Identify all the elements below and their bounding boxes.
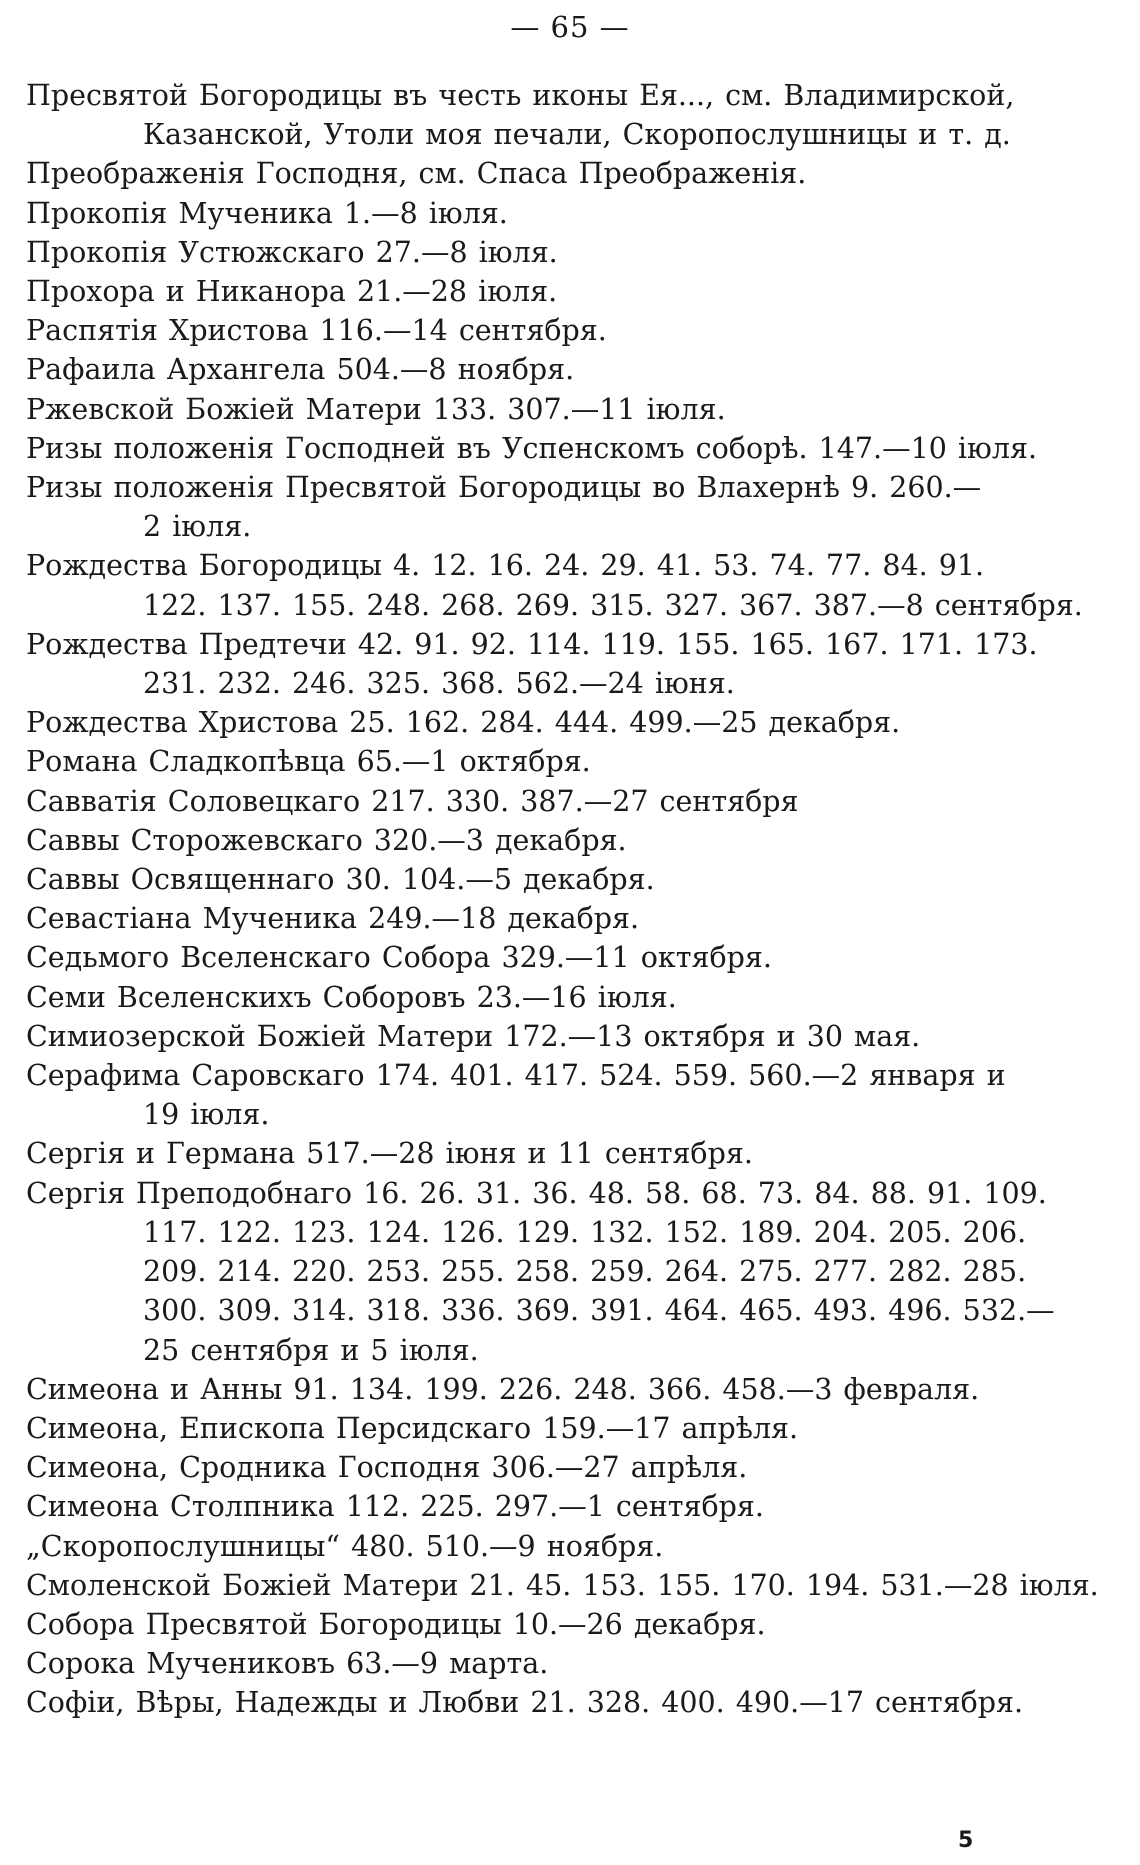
- entry-heading-line: Симиозерской Божіей Матери 172.—13 октября и 30 мая.: [26, 1019, 921, 1053]
- index-entry: [26, 742, 1056, 781]
- entry-heading-line: „Скоропослушницы“ 480. 510.—9 ноября.: [26, 1529, 664, 1563]
- entry-heading-line: Симеона, Епископа Персидскаго 159.—17 апрѣля.: [26, 1411, 799, 1445]
- entry-heading-line: Рождества Богородицы 4. 12. 16. 24. 29. 41. 53. 74. 77. 84. 91.: [26, 549, 985, 583]
- index-entry: [26, 1566, 1099, 1605]
- index-entry: [26, 703, 1056, 742]
- index-entry: [26, 429, 1056, 468]
- index-entry: [26, 1527, 1056, 1566]
- entry-continuation-line: 25 сентября и 5 іюля.: [143, 1333, 479, 1367]
- entry-heading-line: Семи Вселенскихъ Соборовъ 23.—16 іюля.: [26, 980, 677, 1014]
- index-entry: [26, 272, 1056, 311]
- index-entry: [26, 1056, 1056, 1134]
- index-entry: [26, 1448, 1056, 1487]
- entry-heading-line: Симеона и Анны 91. 134. 199. 226. 248. 366. 458.—3 февраля.: [26, 1372, 980, 1406]
- index-entry: [26, 1017, 1056, 1056]
- index-entry: [26, 899, 1056, 938]
- index-entry: [26, 1134, 1056, 1173]
- entry-heading-line: Серафима Саровскаго 174. 401. 417. 524. 559. 560.—2 января и: [26, 1059, 1006, 1093]
- index-entry: [26, 546, 1083, 624]
- entry-continuation-line: 19 іюля.: [143, 1098, 270, 1132]
- page-number: — 65 —: [510, 10, 630, 44]
- index-entry: [26, 390, 1056, 429]
- index-entry: [26, 782, 1056, 821]
- entry-heading-line: Сергія Преподобнаго 16. 26. 31. 36. 48. 58. 68. 73. 84. 88. 91. 109.: [26, 1176, 1047, 1210]
- index-entry: [26, 1605, 1056, 1644]
- entry-continuation-line: 2 іюля.: [143, 510, 252, 544]
- entry-heading-line: Симеона Столпника 112. 225. 297.—1 сентября.: [26, 1490, 764, 1524]
- entry-heading-line: Саввы Сторожевскаго 320.—3 декабря.: [26, 823, 627, 857]
- index-entry: [26, 821, 1056, 860]
- index-entry: [26, 1409, 1056, 1448]
- entry-heading-line: Прокопія Устюжскаго 27.—8 іюля.: [26, 235, 558, 269]
- index-entry: [26, 625, 1056, 703]
- index-entry: [26, 350, 1056, 389]
- entry-heading-line: Ризы положенія Пресвятой Богородицы во Влахернѣ 9. 260.—: [26, 471, 982, 505]
- entry-continuation-line: 117. 122. 123. 124. 126. 129. 132. 152. 189. 204. 205. 206.: [143, 1215, 1027, 1249]
- entry-continuation-line: 300. 309. 314. 318. 336. 369. 391. 464. 465. 493. 496. 532.—: [143, 1294, 1055, 1328]
- index-entry: [26, 978, 1056, 1017]
- entry-heading-line: Распятія Христова 116.—14 сентября.: [26, 314, 607, 348]
- entry-heading-line: Рафаила Архангела 504.—8 ноября.: [26, 353, 575, 387]
- entry-heading-line: Ржевской Божіей Матери 133. 307.—11 іюля.: [26, 392, 726, 426]
- entry-continuation-line: 122. 137. 155. 248. 268. 269. 315. 327. 367. 387.—8 сентября.: [143, 588, 1083, 622]
- index-entry: [26, 860, 1056, 899]
- index-entry: [26, 233, 1056, 272]
- entry-heading-line: Преображенія Господня, см. Спаса Преображенія.: [26, 157, 807, 191]
- index-entry: [26, 1174, 1056, 1370]
- entry-continuation-line: 231. 232. 246. 325. 368. 562.—24 іюня.: [143, 667, 735, 701]
- entry-heading-line: Собора Пресвятой Богородицы 10.—26 декабря.: [26, 1607, 766, 1641]
- index-entry: [26, 1683, 1056, 1722]
- entry-heading-line: Пресвятой Богородицы въ честь иконы Ея..., см. Владимирской,: [26, 79, 1015, 112]
- index-entry: [26, 1644, 1056, 1683]
- index-entry: [26, 154, 1056, 193]
- index-entry: [26, 194, 1056, 233]
- entry-heading-line: Прохора и Никанора 21.—28 іюля.: [26, 275, 558, 309]
- index-entry: [26, 1487, 1056, 1526]
- entry-continuation-line: 209. 214. 220. 253. 255. 258. 259. 264. 275. 277. 282. 285.: [143, 1255, 1027, 1289]
- entry-heading-line: Саввы Освященнаго 30. 104.—5 декабря.: [26, 863, 655, 897]
- index-entry: [26, 938, 1056, 977]
- index-entry: [26, 1370, 1056, 1409]
- entry-heading-line: Рождества Христова 25. 162. 284. 444. 499.—25 декабря.: [26, 706, 901, 740]
- entry-heading-line: Седьмого Вселенскаго Собора 329.—11 октября.: [26, 941, 772, 975]
- index-entry: [26, 468, 1056, 546]
- entry-heading-line: Рождества Предтечи 42. 91. 92. 114. 119. 155. 165. 167. 171. 173.: [26, 627, 1038, 661]
- entry-heading-line: Смоленской Божіей Матери 21. 45. 153. 155. 170. 194. 531.—28 іюля.: [26, 1568, 1099, 1602]
- entry-heading-line: Сергія и Германа 517.—28 іюня и 11 сентября.: [26, 1137, 753, 1171]
- printer-signature-mark: 5: [958, 1828, 974, 1853]
- entry-heading-line: Ризы положенія Господней въ Успенскомъ соборѣ. 147.—10 іюля.: [26, 431, 1037, 465]
- index-entries: [26, 76, 1099, 1723]
- entry-heading-line: Симеона, Сродника Господня 306.—27 апрѣля.: [26, 1451, 748, 1485]
- entry-heading-line: Севастіана Мученика 249.—18 декабря.: [26, 902, 640, 936]
- index-entry: [26, 311, 1056, 350]
- entry-heading-line: Романа Сладкопѣвца 65.—1 октября.: [26, 745, 591, 779]
- entry-heading-line: Савватія Соловецкаго 217. 330. 387.—27 сентября: [26, 784, 799, 818]
- entry-continuation-line: Казанской, Утоли моя печали, Скоропослушницы и т. д.: [143, 118, 1011, 152]
- entry-heading-line: Софіи, Вѣры, Надежды и Любви 21. 328. 400. 490.—17 сентября.: [26, 1686, 1024, 1720]
- entry-heading-line: Сорока Мучениковъ 63.—9 марта.: [26, 1647, 549, 1681]
- entry-heading-line: Прокопія Мученика 1.—8 іюля.: [26, 196, 508, 230]
- index-entry: [26, 76, 1056, 154]
